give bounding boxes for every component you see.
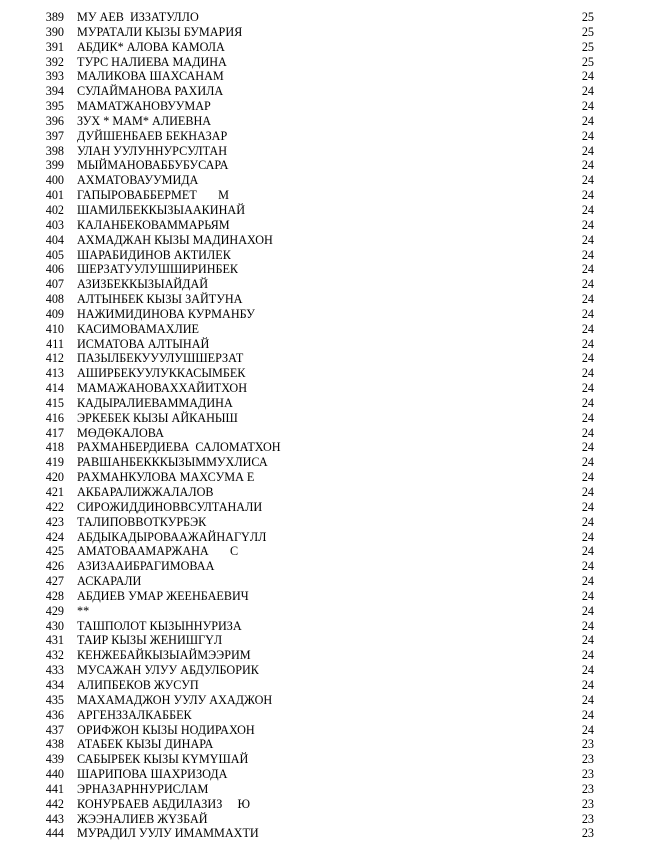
list-row [0, 40, 665, 55]
row-number: 426 [45, 559, 64, 574]
row-score: 24 [581, 143, 594, 158]
row-name: МЫЙМАНОВАББУБУСАРА [77, 158, 229, 173]
row-score: 23 [581, 826, 594, 841]
list-row [0, 277, 665, 292]
row-name: КАСИМОВАМАХЛИЕ [77, 321, 200, 336]
row-number: 436 [45, 707, 64, 722]
list-row [0, 708, 665, 723]
row-score: 23 [581, 737, 594, 752]
row-number: 395 [45, 99, 64, 114]
row-number: 437 [45, 722, 64, 737]
row-score: 25 [581, 24, 594, 39]
row-number: 415 [45, 395, 64, 410]
row-name: РАХМАНБЕРДИЕВА САЛОМАТХОН [77, 440, 281, 455]
list-row [0, 530, 665, 545]
row-score: 24 [581, 262, 594, 277]
list-row [0, 426, 665, 441]
row-name: АЗИЗААИБРАГИМОВАА [77, 559, 215, 574]
list-row [0, 737, 665, 752]
list-row [0, 322, 665, 337]
row-number: 440 [45, 767, 64, 782]
list-row [0, 559, 665, 574]
row-number: 412 [45, 351, 64, 366]
list-row [0, 633, 665, 648]
row-score: 24 [581, 529, 594, 544]
list-row [0, 470, 665, 485]
list-row [0, 351, 665, 366]
row-number: 418 [45, 440, 64, 455]
list-row [0, 500, 665, 515]
row-name: ШАРАБИДИНОВ АКТИЛЕК [77, 247, 231, 262]
row-name: ЭРНАЗАРННУРИСЛАМ [77, 781, 209, 796]
row-number: 423 [45, 514, 64, 529]
row-score: 24 [581, 173, 594, 188]
row-number: 428 [45, 588, 64, 603]
row-name: ТАЛИПОВВОТКУРБЭК [77, 514, 207, 529]
row-score: 24 [581, 202, 594, 217]
row-score: 24 [581, 440, 594, 455]
row-name: КОНУРБАЕВ АБДИЛАЗИЗ Ю [77, 796, 251, 811]
row-score: 24 [581, 217, 594, 232]
list-row [0, 782, 665, 797]
row-number: 431 [45, 633, 64, 648]
list-row [0, 411, 665, 426]
row-score: 23 [581, 811, 594, 826]
row-name: САБЫРБЕК КЫЗЫ КҮМҮШАЙ [77, 752, 249, 767]
row-name: СИРОЖИДДИНОВВСУЛТАНАЛИ [77, 499, 263, 514]
row-name: РАВШАНБЕКККЫЗЫММУХЛИСА [77, 455, 268, 470]
row-name: АБДИЕВ УМАР ЖЕЕНБАЕВИЧ [77, 588, 249, 603]
row-number: 422 [45, 499, 64, 514]
row-number: 411 [46, 336, 64, 351]
row-score: 24 [581, 499, 594, 514]
list-row [0, 544, 665, 559]
row-number: 439 [45, 752, 64, 767]
row-number: 443 [45, 811, 64, 826]
list-row [0, 144, 665, 159]
row-number: 394 [45, 84, 64, 99]
list-row [0, 337, 665, 352]
row-number: 435 [45, 692, 64, 707]
row-name: АЗИЗБЕККЫЗЫАЙДАЙ [77, 277, 209, 292]
list-row [0, 233, 665, 248]
row-name: КАЛАНБЕКОВАММАРЬЯМ [77, 217, 230, 232]
row-score: 24 [581, 113, 594, 128]
row-number: 410 [45, 321, 64, 336]
list-row [0, 366, 665, 381]
row-name: АЛИПБЕКОВ ЖУСУП [77, 677, 199, 692]
row-score: 23 [581, 752, 594, 767]
row-name: ГАПЫРОВАББЕРМЕТ М [77, 188, 229, 203]
list-row [0, 619, 665, 634]
row-score: 23 [581, 767, 594, 782]
list-row [0, 485, 665, 500]
row-number: 392 [45, 54, 64, 69]
row-number: 424 [45, 529, 64, 544]
row-name: КАДЫРАЛИЕВАММАДИНА [77, 395, 233, 410]
row-score: 24 [581, 351, 594, 366]
list-row [0, 663, 665, 678]
results-list [0, 10, 665, 841]
row-score: 24 [581, 648, 594, 663]
row-score: 24 [581, 470, 594, 485]
row-number: 420 [45, 470, 64, 485]
row-number: 438 [45, 737, 64, 752]
row-number: 390 [45, 24, 64, 39]
row-number: 444 [45, 826, 64, 841]
row-number: 430 [45, 618, 64, 633]
row-name: МАХАМАДЖОН УУЛУ АХАДЖОН [77, 692, 273, 707]
list-row [0, 114, 665, 129]
row-score: 24 [581, 84, 594, 99]
list-row [0, 455, 665, 470]
row-name: ШЕРЗАТУУЛУШШИРИНБЕК [77, 262, 239, 277]
row-number: 433 [45, 663, 64, 678]
row-name: ЭРКЕБЕК КЫЗЫ АЙКАНЫШ [77, 410, 238, 425]
row-name: РАХМАНКУЛОВА МАХСУМА Е [77, 470, 255, 485]
list-row [0, 158, 665, 173]
row-name: УЛАН УУЛУННУРСУЛТАН [77, 143, 228, 158]
list-row [0, 25, 665, 40]
list-row [0, 218, 665, 233]
row-name: АХМАДЖАН КЫЗЫ МАДИНАХОН [77, 232, 273, 247]
row-score: 24 [581, 188, 594, 203]
row-number: 402 [45, 202, 64, 217]
row-score: 24 [581, 232, 594, 247]
row-score: 24 [581, 336, 594, 351]
row-name: НАЖИМИДИНОВА КУРМАНБУ [77, 306, 255, 321]
row-score: 24 [581, 306, 594, 321]
row-name: МӨДӨКАЛОВА [77, 425, 164, 440]
row-name: ЗУХ * МАМ* АЛИЕВНА [77, 113, 212, 128]
list-row [0, 648, 665, 663]
list-row [0, 292, 665, 307]
row-name: ШАРИПОВА ШАХРИЗОДА [77, 767, 228, 782]
list-row [0, 812, 665, 827]
list-row [0, 69, 665, 84]
row-name: МАЛИКОВА ШАХСАНАМ [77, 69, 224, 84]
list-row [0, 723, 665, 738]
row-number: 434 [45, 677, 64, 692]
row-number: 397 [45, 128, 64, 143]
list-row [0, 99, 665, 114]
row-name: ИСМАТОВА АЛТЫНАЙ [77, 336, 210, 351]
row-number: 427 [45, 574, 64, 589]
list-row [0, 173, 665, 188]
row-number: 441 [45, 781, 64, 796]
row-number: 405 [45, 247, 64, 262]
row-name: МАМАЖАНОВАХХАЙИТХОН [77, 381, 247, 396]
list-row [0, 797, 665, 812]
row-name: ТАШПОЛОТ КЫЗЫННУРИЗА [77, 618, 242, 633]
row-score: 24 [581, 99, 594, 114]
row-name: МУСАЖАН УЛУУ АБДУЛБОРИК [77, 663, 259, 678]
list-row [0, 589, 665, 604]
row-score: 24 [581, 618, 594, 633]
row-number: 419 [45, 455, 64, 470]
row-score: 23 [581, 781, 594, 796]
row-name: АЛТЫНБЕК КЫЗЫ ЗАЙТУНА [77, 292, 243, 307]
row-number: 403 [45, 217, 64, 232]
row-score: 24 [581, 574, 594, 589]
row-score: 24 [581, 410, 594, 425]
row-score: 24 [581, 395, 594, 410]
row-name: АСКАРАЛИ [77, 574, 142, 589]
row-score: 24 [581, 633, 594, 648]
row-number: 409 [45, 306, 64, 321]
row-number: 400 [45, 173, 64, 188]
row-name: АХМАТОВАУУМИДА [77, 173, 199, 188]
row-number: 432 [45, 648, 64, 663]
row-number: 407 [45, 277, 64, 292]
list-row [0, 84, 665, 99]
row-name: ** [77, 603, 90, 618]
row-name: МУРАДИЛ УУЛУ ИМАММАХТИ [77, 826, 259, 841]
list-row [0, 440, 665, 455]
row-score: 24 [581, 514, 594, 529]
row-name: ОРИФЖОН КЫЗЫ НОДИРАХОН [77, 722, 255, 737]
row-score: 24 [581, 381, 594, 396]
row-score: 24 [581, 722, 594, 737]
row-number: 389 [45, 10, 64, 24]
row-number: 421 [45, 485, 64, 499]
row-number: 393 [45, 69, 64, 84]
row-score: 24 [581, 677, 594, 692]
row-score: 24 [581, 247, 594, 262]
row-number: 417 [45, 425, 64, 440]
row-name: ДУЙШЕНБАЕВ БЕКНАЗАР [77, 128, 228, 143]
list-row [0, 307, 665, 322]
row-score: 24 [581, 485, 594, 499]
row-name: АМАТОВААМАРЖАНА С [77, 544, 239, 559]
row-score: 25 [581, 10, 594, 24]
row-score: 24 [581, 603, 594, 618]
row-name: АТАБЕК КЫЗЫ ДИНАРА [77, 737, 214, 752]
row-number: 413 [45, 366, 64, 381]
row-number: 396 [45, 113, 64, 128]
row-score: 24 [581, 292, 594, 307]
row-name: МУРАТАЛИ КЫЗЫ БУМАРИЯ [77, 24, 243, 39]
row-score: 24 [581, 588, 594, 603]
row-score: 24 [581, 128, 594, 143]
list-row [0, 752, 665, 767]
row-score: 25 [581, 54, 594, 69]
list-row [0, 129, 665, 144]
row-name: АБДЫКАДЫРОВААЖАЙНАГҮЛЛ [77, 529, 267, 544]
row-number: 408 [45, 292, 64, 307]
row-name: АРГЕНЗЗАЛКАББЕК [77, 707, 192, 722]
row-score: 24 [581, 321, 594, 336]
list-row [0, 188, 665, 203]
row-name: СУЛАЙМАНОВА РАХИЛА [77, 84, 224, 99]
row-number: 391 [45, 39, 64, 54]
row-score: 24 [581, 69, 594, 84]
row-score: 23 [581, 796, 594, 811]
row-name: АКБАРАЛИЖЖАЛАЛОВ [77, 485, 214, 499]
list-row [0, 203, 665, 218]
row-number: 401 [45, 188, 64, 203]
list-row [0, 55, 665, 70]
row-name: ТУРС НАЛИЕВА МАДИНА [77, 54, 227, 69]
row-name: ЖЭЭНАЛИЕВ ЖҮЗБАЙ [77, 811, 208, 826]
row-number: 429 [45, 603, 64, 618]
row-score: 24 [581, 455, 594, 470]
row-score: 25 [581, 39, 594, 54]
row-score: 24 [581, 544, 594, 559]
row-score: 24 [581, 663, 594, 678]
list-row [0, 604, 665, 619]
list-row [0, 248, 665, 263]
row-score: 24 [581, 425, 594, 440]
row-score: 24 [581, 559, 594, 574]
row-number: 406 [45, 262, 64, 277]
row-number: 404 [45, 232, 64, 247]
row-score: 24 [581, 158, 594, 173]
list-row [0, 574, 665, 589]
row-name: ТАИР КЫЗЫ ЖЕНИШГҮЛ [77, 633, 223, 648]
row-name: АШИРБЕКУУЛУККАСЫМБЕК [77, 366, 246, 381]
row-name: КЕНЖЕБАЙКЫЗЫАЙМЭЭРИМ [77, 648, 251, 663]
list-row [0, 767, 665, 782]
list-row [0, 396, 665, 411]
list-row [0, 826, 665, 841]
list-row [0, 10, 665, 25]
list-row [0, 381, 665, 396]
row-score: 24 [581, 692, 594, 707]
list-row [0, 262, 665, 277]
list-row [0, 515, 665, 530]
row-name: МУ АЕВ ИЗЗАТУЛЛО [77, 10, 199, 24]
row-name: МАМАТЖАНОВУУМАР [77, 99, 211, 114]
row-number: 425 [45, 544, 64, 559]
row-score: 24 [581, 366, 594, 381]
row-score: 24 [581, 277, 594, 292]
row-name: АБДИК* АЛОВА КАМОЛА [77, 39, 225, 54]
row-number: 414 [45, 381, 64, 396]
row-name: ШАМИЛБЕККЫЗЫААКИНАЙ [77, 202, 246, 217]
list-row [0, 678, 665, 693]
row-number: 442 [45, 796, 64, 811]
row-number: 398 [45, 143, 64, 158]
row-name: ПАЗЫЛБЕКУУУЛУШШЕРЗАТ [77, 351, 244, 366]
row-number: 416 [45, 410, 64, 425]
row-score: 24 [581, 707, 594, 722]
list-row [0, 693, 665, 708]
row-number: 399 [45, 158, 64, 173]
